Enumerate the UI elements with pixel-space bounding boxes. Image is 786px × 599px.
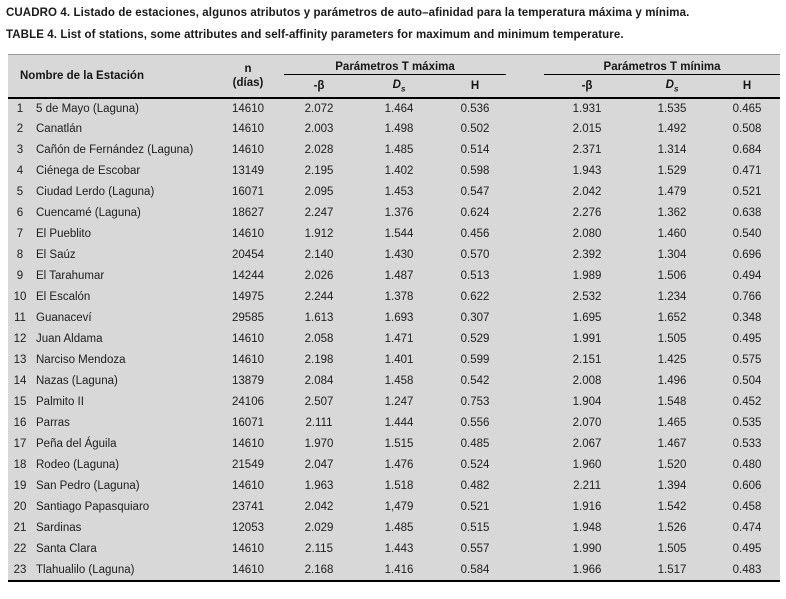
min-ds-header-d: D	[665, 78, 674, 91]
row-gap	[506, 497, 544, 518]
station-name: El Pueblito	[36, 228, 91, 241]
min-h: 0.480	[732, 459, 762, 472]
table-row	[8, 350, 780, 371]
max-beta: 2.026	[304, 270, 334, 283]
max-h-header: H	[444, 75, 506, 98]
station-name: Cañón de Fernández (Laguna)	[36, 144, 194, 157]
row-gap	[506, 140, 544, 161]
min-ds: 1.425	[657, 354, 687, 367]
min-h: 0.606	[732, 480, 762, 493]
n-days: 16071	[232, 417, 264, 430]
table-row	[8, 182, 780, 203]
caption-spanish: CUADRO 4. Listado de estaciones, algunos atributos y parámetros de auto–afinidad para la temperatura máxima y mínima.	[6, 7, 690, 19]
station-number: 20	[13, 501, 27, 514]
min-ds: 1.505	[657, 333, 687, 346]
max-ds: 1.247	[384, 396, 414, 409]
table-row	[8, 203, 780, 224]
max-ds: 1.476	[384, 459, 414, 472]
max-beta: 2.111	[305, 417, 333, 430]
n-days: 14610	[232, 102, 264, 115]
station-name: Canatlán	[36, 123, 83, 136]
n-days: 14610	[232, 144, 264, 157]
station-number: 9	[16, 270, 24, 283]
max-beta: 1.912	[304, 228, 334, 241]
max-h: 0.307	[460, 312, 490, 325]
min-beta: 1.916	[572, 501, 602, 514]
station-name: Juan Aldama	[36, 333, 103, 346]
min-h: 0.348	[732, 312, 762, 325]
n-days: 13879	[232, 375, 264, 388]
min-beta: 1.991	[572, 333, 602, 346]
max-ds: 1.458	[384, 375, 414, 388]
table-captions	[0, 0, 786, 54]
station-name: Narciso Mendoza	[36, 354, 126, 367]
min-beta: 1.960	[572, 459, 602, 472]
min-h: 0.533	[732, 438, 762, 451]
max-ds: 1.487	[384, 270, 414, 283]
station-number: 14	[13, 375, 27, 388]
max-beta: 2.042	[304, 501, 334, 514]
max-beta: 1.970	[304, 438, 334, 451]
station-number: 16	[13, 417, 27, 430]
row-gap	[506, 329, 544, 350]
row-gap	[506, 455, 544, 476]
n-days-header-line2: (días)	[232, 77, 264, 90]
station-number: 17	[13, 438, 27, 451]
n-days: 14610	[232, 543, 264, 556]
max-h: 0.513	[460, 270, 490, 283]
max-beta-header: -β	[284, 75, 354, 98]
min-beta: 2.042	[572, 186, 602, 199]
row-gap	[506, 350, 544, 371]
table-row	[8, 392, 780, 413]
max-beta: 2.168	[304, 563, 334, 576]
min-ds-header	[630, 75, 714, 98]
min-beta: 2.015	[572, 123, 602, 136]
n-days: 20454	[232, 249, 264, 262]
max-h: 0.485	[460, 438, 490, 451]
row-gap	[506, 182, 544, 203]
station-name: Tlahualilo (Laguna)	[36, 563, 135, 576]
group-header-t-minima: Parámetros T mínima	[544, 55, 780, 75]
min-h: 0.471	[732, 165, 762, 178]
max-ds-header-d: D	[392, 78, 401, 91]
min-ds: 1.314	[657, 144, 687, 157]
min-beta: 2.151	[572, 354, 602, 367]
min-ds: 1.535	[657, 102, 687, 115]
station-number: 13	[13, 354, 27, 367]
min-ds: 1.526	[657, 522, 687, 535]
n-days: 12053	[232, 522, 264, 535]
max-ds: 1.471	[384, 333, 414, 346]
min-beta: 1.948	[572, 522, 602, 535]
station-name: Santiago Papasquiaro	[36, 501, 150, 514]
station-name: Ciudad Lerdo (Laguna)	[36, 186, 155, 199]
station-name: Cuencamé (Laguna)	[36, 207, 141, 220]
group-header-t-maxima: Parámetros T máxima	[284, 55, 506, 75]
max-ds: 1.498	[384, 123, 414, 136]
max-ds: 1.378	[384, 291, 414, 304]
row-gap	[506, 98, 544, 119]
row-gap	[506, 203, 544, 224]
max-ds: 1.485	[384, 144, 414, 157]
max-ds: 1.430	[384, 249, 414, 262]
min-beta: 2.067	[572, 438, 602, 451]
min-h: 0.483	[732, 563, 762, 576]
row-gap	[506, 434, 544, 455]
min-beta: 1.931	[572, 102, 602, 115]
min-ds: 1.529	[657, 165, 687, 178]
min-h: 0.452	[732, 396, 762, 409]
table-row	[8, 224, 780, 245]
min-ds: 1.467	[657, 438, 687, 451]
table-row	[8, 476, 780, 497]
table-row	[8, 308, 780, 329]
station-name: El Saúz	[36, 249, 76, 262]
min-ds: 1.517	[657, 563, 687, 576]
n-days: 16071	[232, 186, 264, 199]
min-beta: 2.276	[572, 207, 602, 220]
max-beta: 2.003	[304, 123, 334, 136]
station-number: 8	[16, 249, 24, 262]
table-row	[8, 371, 780, 392]
table-row	[8, 98, 780, 119]
table-row	[8, 497, 780, 518]
min-beta: 2.532	[572, 291, 602, 304]
max-ds-header-s: s	[400, 84, 406, 94]
row-gap	[506, 371, 544, 392]
station-number: 5	[16, 186, 24, 199]
station-name-header: Nombre de la Estación	[8, 55, 212, 98]
station-name: El Tarahumar	[36, 270, 105, 283]
max-ds-header	[354, 75, 444, 98]
max-ds: 1.544	[384, 228, 414, 241]
row-gap	[506, 308, 544, 329]
station-number: 22	[13, 543, 27, 556]
row-gap	[506, 392, 544, 413]
min-beta: 2.371	[572, 144, 602, 157]
n-days: 14610	[232, 438, 264, 451]
table-row	[8, 455, 780, 476]
table-row	[8, 518, 780, 539]
station-number: 11	[14, 312, 26, 325]
min-h: 0.766	[732, 291, 762, 304]
min-ds: 1.234	[657, 291, 687, 304]
table-row	[8, 266, 780, 287]
row-gap	[506, 119, 544, 140]
table-row	[8, 161, 780, 182]
station-name: El Escalón	[36, 291, 91, 304]
min-h: 0.696	[732, 249, 762, 262]
max-h: 0.515	[460, 522, 490, 535]
max-h: 0.570	[460, 249, 490, 262]
max-ds: 1.515	[384, 438, 414, 451]
max-h: 0.624	[460, 207, 490, 220]
n-days-header-line1: n	[244, 62, 252, 75]
min-ds: 1.496	[657, 375, 687, 388]
min-beta: 1.943	[572, 165, 602, 178]
max-h: 0.514	[460, 144, 490, 157]
max-h: 0.521	[460, 501, 490, 514]
max-h: 0.524	[460, 459, 490, 472]
table-row	[8, 287, 780, 308]
n-days: 13149	[232, 165, 264, 178]
min-beta: 2.080	[572, 228, 602, 241]
station-number: 4	[16, 165, 24, 178]
min-h: 0.535	[732, 417, 762, 430]
min-h: 0.494	[732, 270, 762, 283]
max-beta: 2.507	[304, 396, 334, 409]
min-ds-header-s: s	[673, 84, 679, 94]
min-ds: 1.465	[657, 417, 687, 430]
max-h: 0.482	[460, 480, 490, 493]
min-beta: 1.695	[572, 312, 602, 325]
station-name: San Pedro (Laguna)	[36, 480, 140, 493]
table-header	[8, 55, 780, 98]
max-ds: 1.401	[384, 354, 414, 367]
min-beta: 1.989	[572, 270, 602, 283]
table-row	[8, 245, 780, 266]
max-ds: 1.402	[384, 165, 414, 178]
min-ds: 1.492	[657, 123, 687, 136]
min-ds: 1.506	[657, 270, 687, 283]
n-days: 24106	[232, 396, 264, 409]
max-ds: 1.416	[384, 563, 414, 576]
min-h: 0.540	[732, 228, 762, 241]
station-number: 12	[13, 333, 27, 346]
station-number: 21	[13, 522, 27, 535]
max-ds: 1.444	[384, 417, 414, 430]
min-ds: 1.394	[657, 480, 687, 493]
max-h: 0.529	[460, 333, 490, 346]
min-ds: 1.542	[657, 501, 687, 514]
caption-english: TABLE 4. List of stations, some attributes and self-affinity parameters for maximum and minimum temperature.	[6, 28, 624, 41]
station-name: Nazas (Laguna)	[36, 375, 118, 388]
n-days: 14610	[232, 563, 264, 576]
min-beta: 1.904	[572, 396, 602, 409]
max-h: 0.598	[460, 165, 490, 178]
min-h: 0.684	[732, 144, 762, 157]
max-beta: 2.247	[304, 207, 334, 220]
n-days: 29585	[232, 312, 264, 325]
station-name: Rodeo (Laguna)	[36, 459, 120, 472]
n-days-header	[212, 55, 284, 98]
min-h: 0.474	[732, 522, 762, 535]
max-h: 0.456	[460, 228, 490, 241]
max-beta: 2.028	[304, 144, 334, 157]
min-h: 0.504	[732, 375, 762, 388]
n-days: 14244	[232, 270, 264, 283]
min-h-header: H	[714, 75, 780, 98]
station-number: 23	[13, 563, 27, 576]
min-h: 0.638	[732, 207, 762, 220]
station-table-body	[8, 98, 780, 581]
n-days: 14975	[232, 291, 264, 304]
min-ds: 1.479	[657, 186, 687, 199]
station-name: 5 de Mayo (Laguna)	[36, 102, 139, 115]
max-beta: 2.244	[304, 291, 334, 304]
station-number: 1	[16, 102, 24, 115]
station-name: Sardinas	[36, 522, 82, 535]
table-row	[8, 434, 780, 455]
max-beta: 2.140	[304, 249, 334, 262]
min-ds: 1.520	[657, 459, 687, 472]
max-ds: 1.485	[384, 522, 414, 535]
min-beta-header: -β	[544, 75, 630, 98]
max-h: 0.556	[460, 417, 490, 430]
min-ds: 1.304	[657, 249, 687, 262]
min-ds: 1.652	[657, 312, 687, 325]
n-days: 23741	[232, 501, 264, 514]
n-days: 14610	[232, 123, 264, 136]
max-beta: 2.095	[304, 186, 334, 199]
max-beta: 2.047	[304, 459, 334, 472]
table-row	[8, 140, 780, 161]
row-gap	[506, 224, 544, 245]
station-number: 6	[16, 207, 24, 220]
table-row	[8, 329, 780, 350]
max-beta: 2.072	[304, 102, 334, 115]
station-number: 18	[13, 459, 27, 472]
min-beta: 2.211	[573, 480, 601, 493]
n-days: 14610	[232, 228, 264, 241]
min-beta: 2.392	[572, 249, 602, 262]
max-beta: 2.084	[304, 375, 334, 388]
stations-table	[8, 54, 780, 582]
station-name: Santa Clara	[36, 543, 97, 556]
max-ds: 1.376	[384, 207, 414, 220]
min-h: 0.521	[732, 186, 762, 199]
n-days: 14610	[232, 333, 264, 346]
max-beta: 1.613	[304, 312, 334, 325]
station-number: 15	[13, 396, 27, 409]
station-name: Ciénega de Escobar	[36, 165, 141, 178]
station-name: Parras	[36, 417, 70, 430]
max-h: 0.502	[460, 123, 490, 136]
max-h: 0.599	[460, 354, 490, 367]
max-ds: 1.693	[384, 312, 414, 325]
max-h: 0.557	[460, 543, 490, 556]
max-h: 0.536	[460, 102, 490, 115]
station-number: 7	[16, 228, 24, 241]
row-gap	[506, 539, 544, 560]
max-beta: 2.058	[304, 333, 334, 346]
min-h: 0.495	[732, 333, 762, 346]
row-gap	[506, 287, 544, 308]
max-h: 0.547	[460, 186, 490, 199]
max-ds: 1.453	[384, 186, 414, 199]
min-h: 0.508	[732, 123, 762, 136]
max-ds: 1.518	[384, 480, 414, 493]
row-gap	[506, 266, 544, 287]
max-ds: 1.464	[384, 102, 414, 115]
n-days: 14610	[232, 354, 264, 367]
station-name: Guanaceví	[36, 312, 92, 325]
station-number: 19	[13, 480, 27, 493]
min-beta: 2.070	[572, 417, 602, 430]
max-ds: 1,479	[384, 501, 414, 514]
table-row	[8, 413, 780, 434]
max-ds: 1.443	[384, 543, 414, 556]
station-name: Peña del Águila	[36, 438, 117, 451]
table-row	[8, 119, 780, 140]
min-ds: 1.460	[657, 228, 687, 241]
min-ds: 1.505	[657, 543, 687, 556]
min-beta: 1.990	[572, 543, 602, 556]
min-beta: 1.966	[572, 563, 602, 576]
row-gap	[506, 245, 544, 266]
max-h: 0.542	[460, 375, 490, 388]
min-h: 0.458	[732, 501, 762, 514]
station-number: 2	[16, 123, 24, 136]
station-number: 3	[16, 144, 24, 157]
max-h: 0.584	[460, 563, 490, 576]
min-ds: 1.548	[657, 396, 687, 409]
row-gap	[506, 161, 544, 182]
row-gap	[506, 560, 544, 581]
row-gap	[506, 476, 544, 497]
min-h: 0.575	[732, 354, 762, 367]
station-number: 10	[13, 291, 27, 304]
max-h: 0.753	[460, 396, 490, 409]
min-ds: 1.362	[657, 207, 687, 220]
group-gap	[506, 55, 544, 98]
n-days: 21549	[232, 459, 264, 472]
min-h: 0.465	[732, 102, 762, 115]
max-h: 0.622	[460, 291, 490, 304]
min-beta: 2.008	[572, 375, 602, 388]
max-beta: 2.195	[304, 165, 334, 178]
table-row	[8, 560, 780, 581]
max-beta: 2.198	[304, 354, 334, 367]
table-row	[8, 539, 780, 560]
station-name: Palmito II	[36, 396, 84, 409]
max-beta: 2.029	[304, 522, 334, 535]
min-h: 0.495	[732, 543, 762, 556]
row-gap	[506, 518, 544, 539]
max-beta: 2.115	[305, 543, 333, 556]
n-days: 14610	[232, 480, 264, 493]
n-days: 18627	[232, 207, 264, 220]
max-beta: 1.963	[304, 480, 334, 493]
row-gap	[506, 413, 544, 434]
